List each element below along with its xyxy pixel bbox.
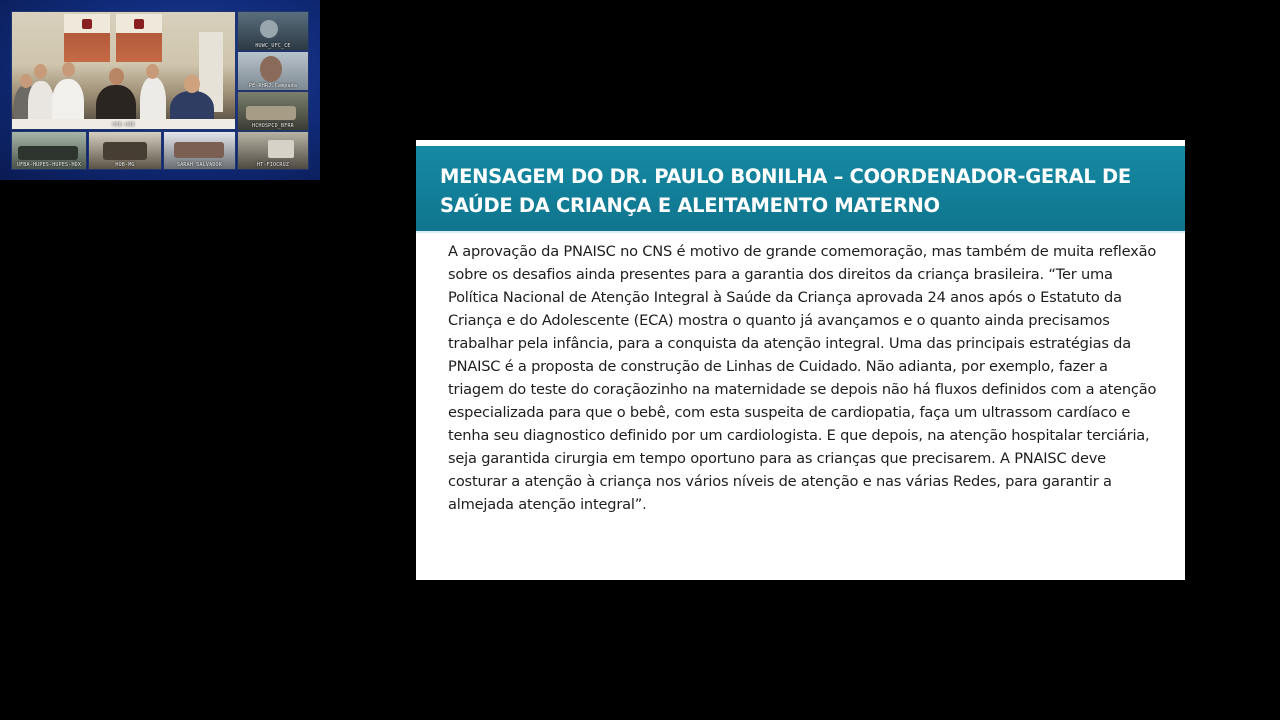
participant-thumbnail [246, 106, 296, 120]
video-tile-hob-mg[interactable] [88, 131, 162, 170]
video-tile-fiocruz[interactable] [237, 131, 309, 170]
video-tile-label: PE-RHRJ.Campada [248, 83, 298, 89]
slide-title: MENSAGEM DO DR. PAULO BONILHA – COORDENADOR-GERAL DE SAÚDE DA CRIANÇA E ALEITAMENTO MATERNO [440, 165, 1131, 217]
participant-head [20, 74, 32, 88]
video-tile-ufba[interactable] [11, 131, 87, 170]
video-tile-pe[interactable] [237, 51, 309, 91]
participant-head [62, 62, 75, 77]
video-tile-main[interactable] [11, 11, 236, 130]
video-tile-label: SARAH SALVADOR [177, 162, 222, 168]
video-tile-label: HCHOSPCD_BFRR [252, 123, 294, 129]
participant-thumbnail [103, 142, 147, 160]
participant-head [34, 64, 47, 79]
participant-head [109, 68, 124, 85]
video-tile-label: UFBA-HUPES-HUPES-HDX [16, 162, 82, 168]
video-tile-label: HOB-MG [115, 162, 135, 168]
room-banner [116, 14, 162, 62]
slide-body-text: A aprovação da PNAISC no CNS é motivo de grande comemoração, mas também de muita reflexão sobre os desafios ainda presentes para a garantia dos direitos da criança brasileira. “Ter uma Política Nacional de Atenção Integral à Saúde da Criança aprovada 24 anos após o Estatuto da Criança e do Adolescente (ECA) mostra o quanto já avançamos e o quanto ainda precisamos trabalhar pela infância, para a conquista da atenção integral. Uma das principais estratégias da PNAISC é a proposta de construção de Linhas de Cuidado. Não adianta, por exemplo, fazer a triagem do teste do coraçãozinho na maternidade se depois não há fluxos definidos com a atenção especializada para que o bebê, com esta suspeita de cardiopatia, faça um ultrassom cardíaco e tenha seu diagnostico definido por um cardiologista. E que depois, na atenção hospitalar terciária, seja garantida cirurgia em tempo oportuno para as crianças que precisarem. A PNAISC deve costurar a atenção à criança nos vários níveis de atenção e nas várias Redes, para garantir a almejada atenção integral”. [448, 243, 1157, 513]
participant-thumbnail [268, 140, 294, 158]
participant-thumbnail [260, 20, 278, 38]
video-tile-hchosp[interactable] [237, 91, 309, 131]
participant-thumbnail [260, 56, 282, 82]
video-tile-label: HOB-UNB [112, 122, 135, 128]
presentation-slide [416, 140, 1185, 580]
video-tile-label: HT-FIOCRUZ [256, 162, 290, 168]
slide-header [416, 146, 1185, 233]
video-tile-sarah[interactable] [163, 131, 236, 170]
participant-thumbnail [174, 142, 224, 158]
video-conference-mosaic [0, 0, 320, 180]
video-tile-label: HUWC_UFC_CE [255, 43, 291, 49]
video-tile-huwc[interactable] [237, 11, 309, 51]
room-banner [64, 14, 110, 62]
participant-head [184, 75, 200, 93]
participant-head [146, 64, 159, 79]
participant-thumbnail [18, 146, 78, 160]
